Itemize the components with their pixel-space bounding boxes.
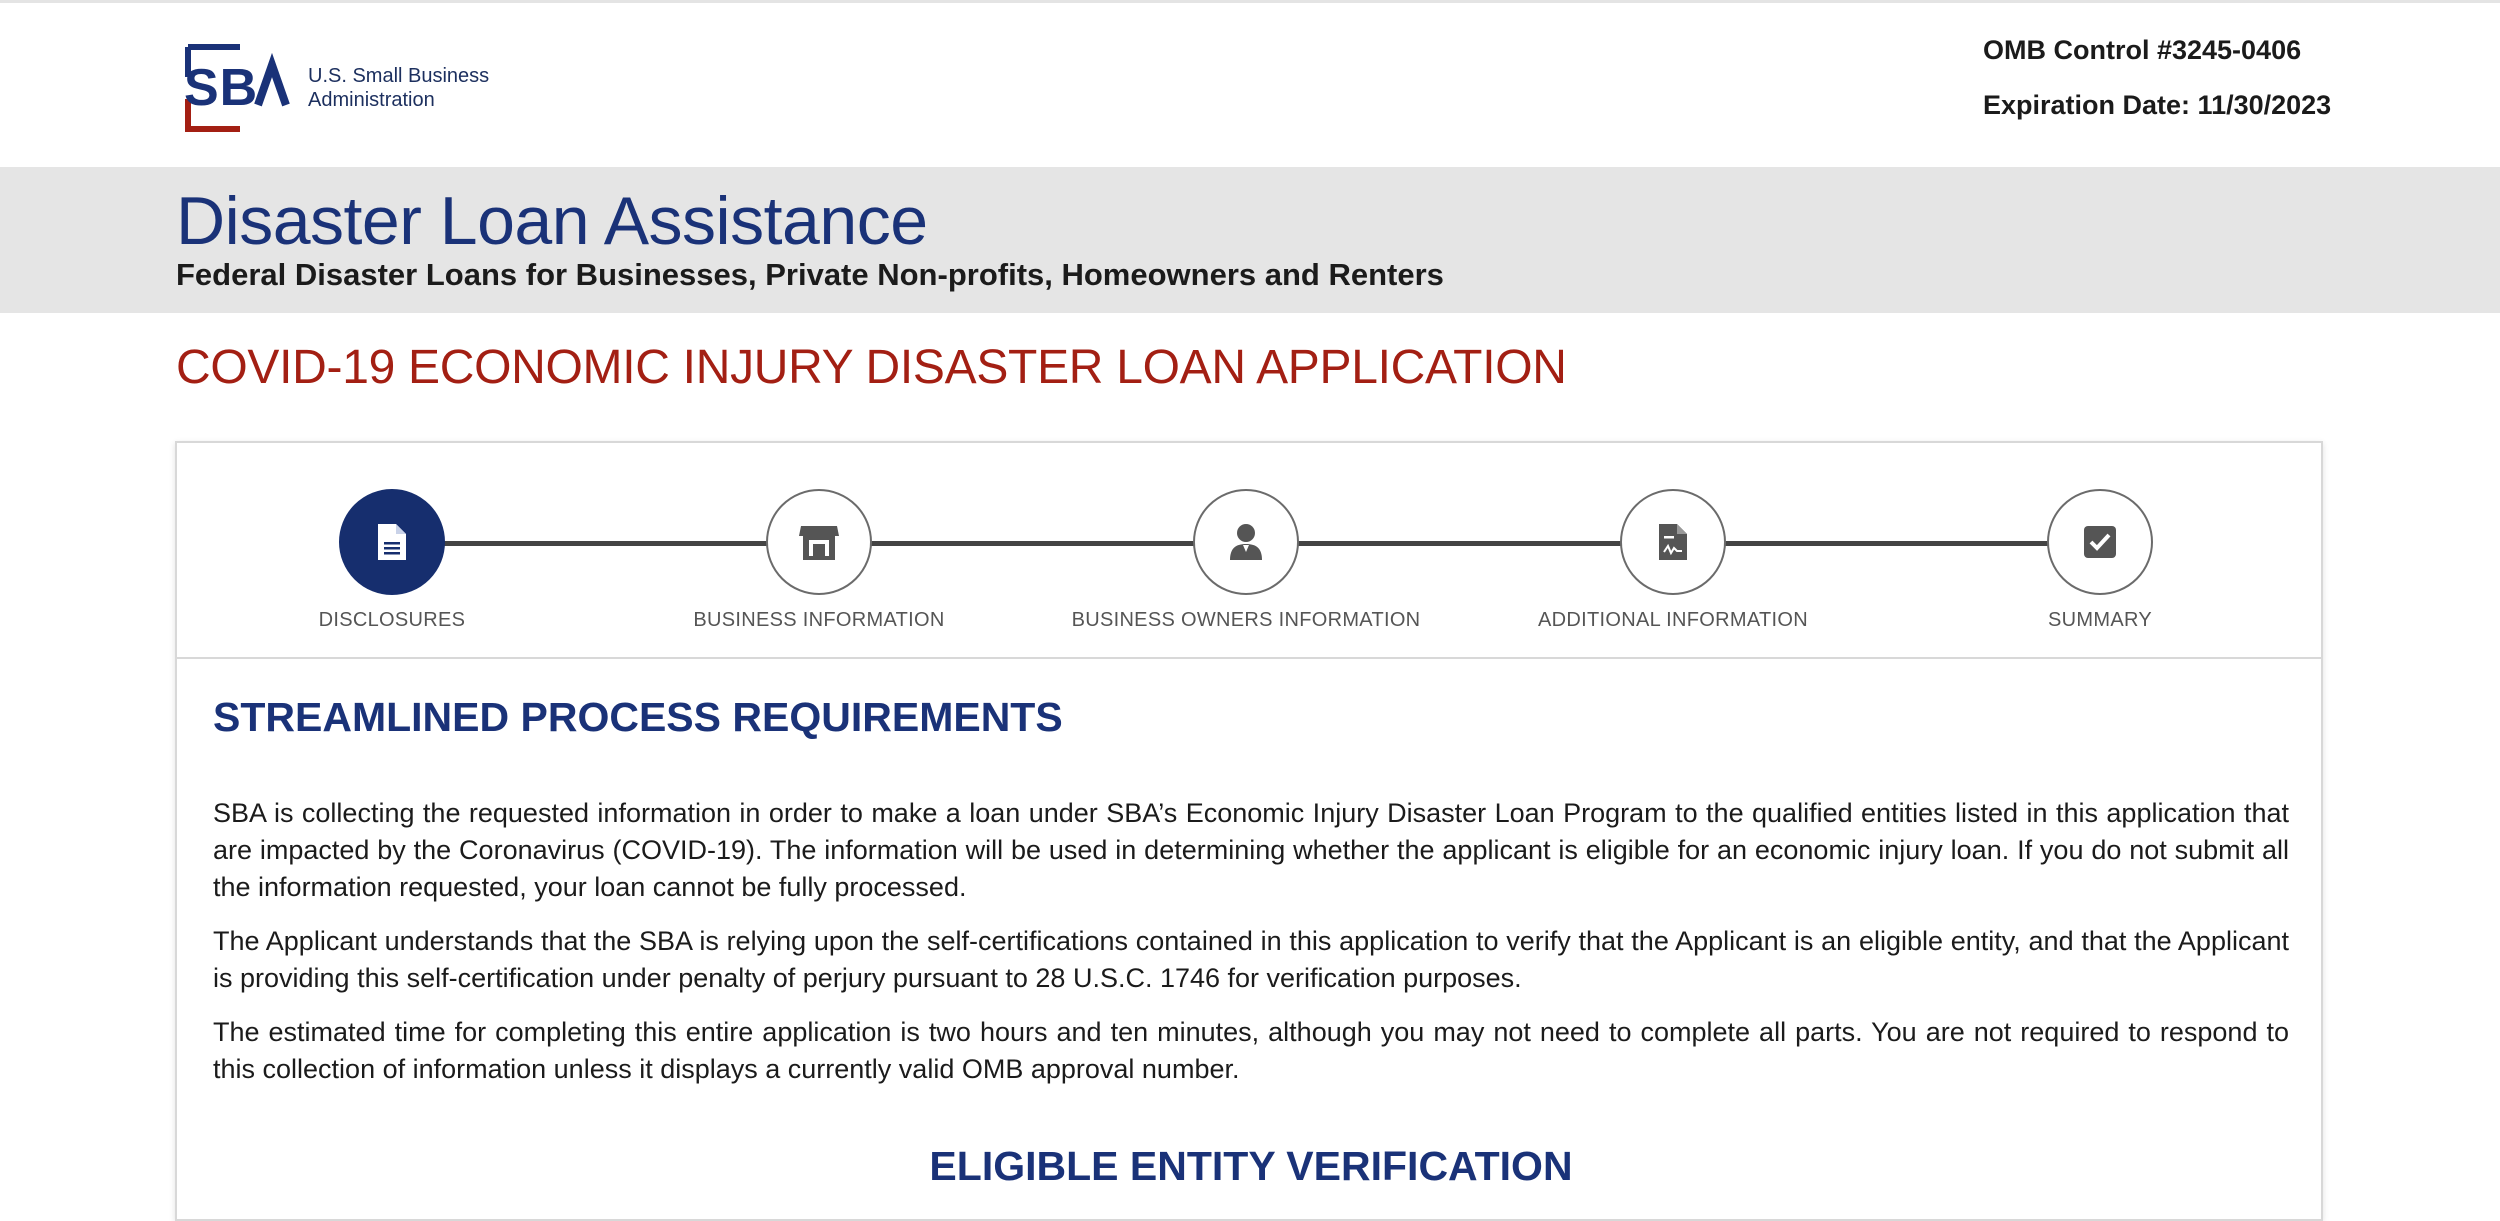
document-icon	[374, 522, 410, 562]
page-title: Disaster Loan Assistance	[176, 183, 928, 259]
title-band	[0, 167, 2500, 313]
step-disclosures-circle	[339, 489, 445, 595]
progress-stepper	[177, 443, 2321, 659]
checkbox-icon	[2082, 524, 2118, 560]
sba-logo[interactable]	[182, 43, 290, 133]
page-subtitle: Federal Disaster Loans for Businesses, Private Non-profits, Homeowners and Renters	[176, 257, 1444, 292]
sba-logo-icon	[182, 43, 290, 133]
agency-name-line2: Administration	[308, 89, 435, 111]
site-header	[0, 3, 2500, 167]
omb-control-number: OMB Control #3245-0406	[1983, 35, 2302, 65]
storefront-icon	[797, 522, 841, 562]
paragraph-collection-purpose: SBA is collecting the requested information in order to make a loan under SBA’s Economic Injury Disaster Loan Program to the qualified entities listed in this application that are impacted by the Coronavirus (COVID-19). The information will be used in determining whether the applicant is eligible for an economic injury loan. If you do not submit all the information requested, your loan cannot be fully processed.	[213, 798, 2289, 902]
step-business-information[interactable]	[639, 489, 999, 633]
step-summary-circle	[2047, 489, 2153, 595]
step-label: BUSINESS INFORMATION	[693, 609, 945, 631]
step-summary[interactable]	[1920, 489, 2280, 633]
person-icon	[1228, 522, 1264, 562]
step-label: ADDITIONAL INFORMATION	[1538, 609, 1808, 631]
step-business-owners-circle	[1193, 489, 1299, 595]
step-additional-information[interactable]	[1493, 489, 1853, 633]
paragraph-estimated-time: The estimated time for completing this entire application is two hours and ten minutes, although you may not need to complete all parts. You are not required to respond to this collection of information unless it displays a currently valid OMB approval number.	[213, 1017, 2289, 1084]
step-disclosures[interactable]	[212, 489, 572, 633]
expiration-date: Expiration Date: 11/30/2023	[1983, 90, 2332, 120]
step-business-information-circle	[766, 489, 872, 595]
svg-text:SB: SB	[184, 59, 259, 117]
subsection-title: ELIGIBLE ENTITY VERIFICATION	[929, 1143, 1573, 1189]
signed-document-icon	[1657, 522, 1689, 562]
step-business-owners-information[interactable]	[1066, 489, 1426, 633]
disclosures-content	[213, 657, 2289, 1194]
agency-name-line1: U.S. Small Business	[308, 65, 490, 87]
step-label: BUSINESS OWNERS INFORMATION	[1071, 609, 1421, 631]
application-title: COVID-19 ECONOMIC INJURY DISASTER LOAN APPLICATION	[176, 341, 1567, 394]
step-label: DISCLOSURES	[318, 609, 466, 631]
paragraph-self-certification: The Applicant understands that the SBA is relying upon the self-certifications contained in this application to verify that the Applicant is an eligible entity, and that the Applicant is providing this self-certification under penalty of perjury pursuant to 28 U.S.C. 1746 for verification purposes.	[213, 926, 2289, 993]
application-card	[175, 441, 2323, 1221]
agency-name	[308, 64, 489, 112]
step-label: SUMMARY	[2048, 609, 2152, 631]
step-additional-information-circle	[1620, 489, 1726, 595]
section-title: STREAMLINED PROCESS REQUIREMENTS	[213, 694, 1063, 740]
